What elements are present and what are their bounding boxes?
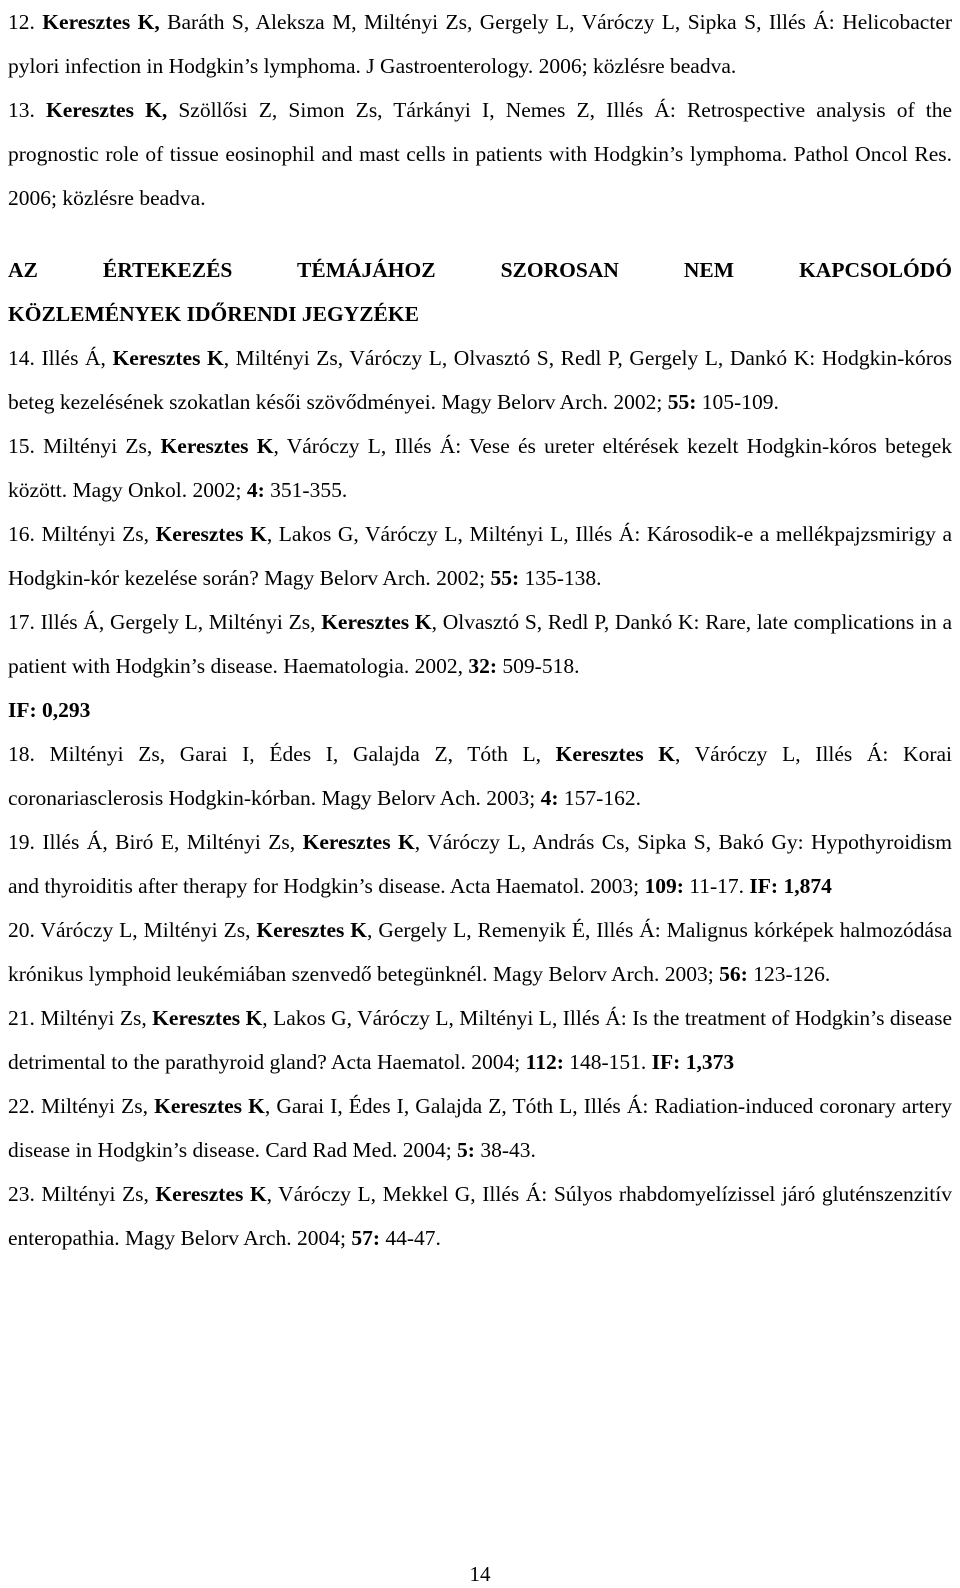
publication-entry-20: 20. Váróczy L, Miltényi Zs, Keresztes K, Gergely L, Remenyik É, Illés Á: Malignus kórképek halmozódása krónikus lymphoid leukémiában szenvedő betegünknél. Magy Belorv Arch. 2003; 56: 123-126. [8, 918, 952, 986]
entry-author-bold: Keresztes K [154, 1094, 265, 1118]
entry-number: 19. [8, 830, 35, 854]
entry-number: 23. [8, 1182, 35, 1206]
entry-text: Szöllősi Z, Simon Zs, Tárkányi I, Nemes Z, Illés Á: Retrospective analysis of the prognostic role of tissue eosinophil and mast cells in patients with Hodgkin’s lymphoma. Pathol Oncol Res. 2006; közlésre beadva. [8, 98, 953, 210]
publication-entry-14: 14. Illés Á, Keresztes K, Miltényi Zs, Váróczy L, Olvasztó S, Redl P, Gergely L, Dankó K: Hodgkin-kóros beteg kezelésének szokatlan késői szövődményei. Magy Belorv Arch. 2002; 55: 105-109. [8, 346, 953, 414]
section-heading-line2: KÖZLEMÉNYEK IDŐRENDI JEGYZÉKE [8, 302, 419, 326]
entry-volume: 109: [644, 874, 684, 898]
entry-number: 18. [8, 742, 35, 766]
entry-author-bold: Keresztes K [112, 346, 224, 370]
publication-entry-15: 15. Miltényi Zs, Keresztes K, Váróczy L, Illés Á: Vese és ureter eltérések kezelt Hodgkin-kóros betegek között. Magy Onkol. 2002; 4: 351-355. [8, 434, 953, 502]
entry-author-bold: Keresztes K [160, 434, 274, 458]
entry-number: 21. [8, 1006, 35, 1030]
entry-author-bold: Keresztes K [321, 610, 432, 634]
entry-volume: 32: [468, 654, 498, 678]
entry-volume: 4: [246, 478, 265, 502]
publication-entry-12 [8, 0, 952, 88]
publication-entry-23: 23. Miltényi Zs, Keresztes K, Váróczy L, Mekkel G, Illés Á: Súlyos rhabdomyelízissel járó gluténszenzitív enteropathia. Magy Belorv Arch. 2004; 57: 44-47. [8, 1182, 952, 1250]
entry-volume: 4: [540, 786, 559, 810]
entry-number: 15. [8, 434, 35, 458]
entry-volume: 57: [351, 1226, 380, 1250]
entry-number: 16. [8, 522, 35, 546]
entry-number: 17. [8, 610, 35, 634]
publication-entry-13 [8, 88, 952, 220]
entry-author-bold: Keresztes K [155, 522, 267, 546]
section-heading-line1: AZ ÉRTEKEZÉS TÉMÁJÁHOZ SZOROSAN NEM KAPCSOLÓDÓ [8, 258, 952, 282]
entry-author-bold: Keresztes K [555, 742, 675, 766]
entry-number: 12. [8, 10, 35, 34]
entry-author-bold: Keresztes K [256, 918, 368, 942]
entry-author-bold: Keresztes K [155, 1182, 267, 1206]
impact-factor-21: IF: 1,373 [651, 1050, 735, 1074]
entry-author-bold: Keresztes K [302, 830, 415, 854]
entry-volume: 112: [525, 1050, 564, 1074]
publication-entry-22: 22. Miltényi Zs, Keresztes K, Garai I, Édes I, Galajda Z, Tóth L, Illés Á: Radiation-induced coronary artery disease in Hodgkin’s disease. Card Rad Med. 2004; 5: 38-43. [8, 1094, 952, 1162]
publication-entry-21: 21. Miltényi Zs, Keresztes K, Lakos G, Váróczy L, Miltényi L, Illés Á: Is the treatment of Hodgkin’s disease detrimental to the parathyroid gland? Acta Haematol. 2004; 112: 148-151. IF: 1,373 [8, 1006, 953, 1074]
entry-number: 22. [8, 1094, 35, 1118]
impact-factor-19: IF: 1,874 [749, 874, 832, 898]
entry-number: 14. [8, 346, 35, 370]
entry-author-bold: Keresztes K [152, 1006, 263, 1030]
publication-entry-19: 19. Illés Á, Biró E, Miltényi Zs, Keresztes K, Váróczy L, András Cs, Sipka S, Bakó Gy: Hypothyroidism and thyroiditis after therapy for Hodgkin’s disease. Acta Haematol. 2003; 109: 11-17. IF: 1,874 [8, 830, 953, 898]
entry-volume: 56: [719, 962, 748, 986]
publication-entry-18: 18. Miltényi Zs, Garai I, Édes I, Galajda Z, Tóth L, Keresztes K, Váróczy L, Illés Á: Korai coronariasclerosis Hodgkin-kórban. Magy Belorv Ach. 2003; 4: 157-162. [8, 742, 953, 810]
entry-volume: 5: [457, 1138, 475, 1162]
publication-entry-17: 17. Illés Á, Gergely L, Miltényi Zs, Keresztes K, Olvasztó S, Redl P, Dankó K: Rare, late complications in a patient with Hodgkin’s disease. Haematologia. 2002, 32: 509-518. [8, 610, 952, 678]
impact-factor-17: IF: 0,293 [8, 698, 91, 722]
entry-author-bold: Keresztes K, [46, 98, 168, 122]
entry-number: 20. [8, 918, 35, 942]
section-spacer [8, 220, 952, 248]
page-number: 14 [469, 1562, 491, 1586]
entry-number: 13. [8, 98, 35, 122]
publication-entry-16: 16. Miltényi Zs, Keresztes K, Lakos G, Váróczy L, Miltényi L, Illés Á: Károsodik-e a mellékpajzsmirigy a Hodgkin-kór kezelése során? Magy Belorv Arch. 2002; 55: 135-138. [8, 522, 952, 590]
document-page [8, 0, 952, 1260]
entry-volume: 55: [667, 390, 697, 414]
entry-text: Baráth S, Aleksza M, Miltényi Zs, Gergely L, Váróczy L, Sipka S, Illés Á: Helicobacter pylori infection in Hodgkin’s lymphoma. J Gastroenterology. 2006; közlésre beadva. [8, 10, 953, 78]
entry-author-bold: Keresztes K, [42, 10, 160, 34]
section-heading [8, 248, 952, 336]
entry-volume: 55: [490, 566, 520, 590]
